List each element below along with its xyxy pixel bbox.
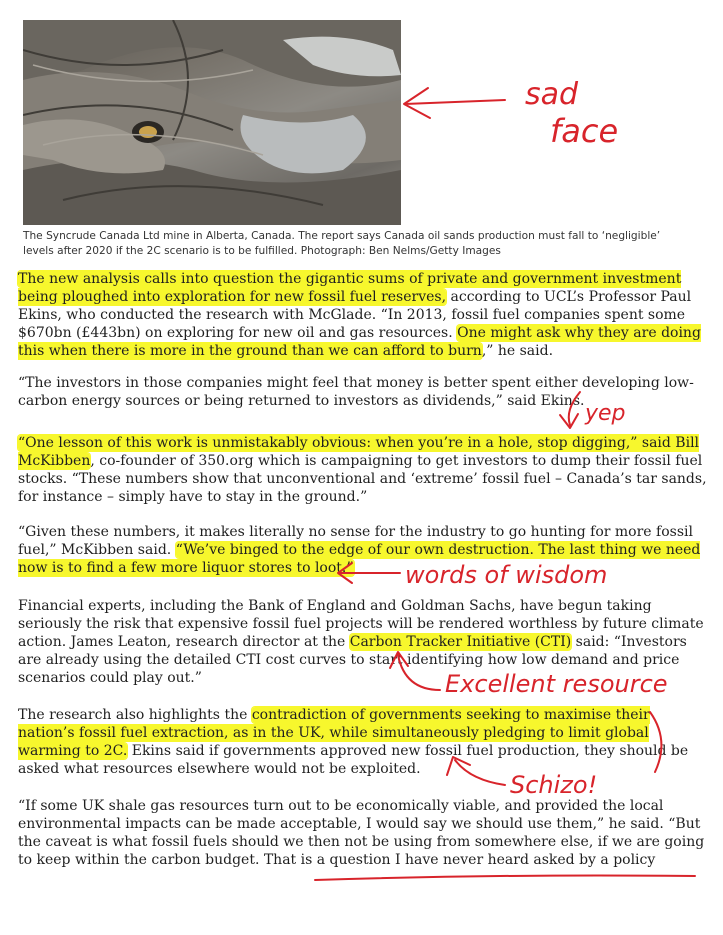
paragraph-1 [18, 270, 708, 360]
body-text: according to UCL’s Professor Paul Ekins, who conducted the research with McGlade. “In 2013, fossil fuel companies spent some $670bn (£443bn) on exploring for new oil and gas resources. [18, 289, 692, 341]
paragraph-3 [18, 434, 708, 506]
body-text: ,” he said. [481, 343, 554, 359]
paragraph-6 [18, 706, 708, 778]
highlighted-text: “One lesson of this work is unmistakably obvious: when you’re in a hole, stop digging,” said Bill McKibben [18, 435, 700, 469]
mine-photograph [23, 20, 401, 225]
underline-mark [315, 876, 695, 881]
mine-landscape-image [23, 20, 401, 225]
photo-caption: The Syncrude Canada Ltd mine in Alberta, Canada. The report says Canada oil sands production must fall to ‘negligible’ levels after 2020 if the 2C scenario is to be fulfilled. Photograph: Ben Nelms/Getty Images [23, 230, 661, 257]
annotation-words-of-wisdom: words of wisdom [405, 561, 608, 589]
annotation-sad: sad [525, 77, 579, 112]
paragraph-2 [18, 374, 708, 410]
annotation-yep: yep [585, 401, 626, 426]
paragraph-4 [18, 523, 708, 577]
arrow-to-photo [405, 100, 505, 104]
body-text: The research also highlights the [18, 707, 252, 723]
body-text: “The investors in those companies might feel that money is better spent either developing low-carbon energy sources or being returned to investors as dividends,” said Ekins. [18, 375, 694, 409]
arrow-head [560, 414, 578, 428]
highlighted-text: Carbon Tracker Initiative (CTI) [349, 634, 572, 650]
body-text: Financial experts, including the Bank of England and Goldman Sachs, have begun taking seriously the risk that expensive fossil fuel projects will be rendered worthless by future climate action. James Leaton, research director at the [18, 598, 704, 650]
paragraph-5 [18, 597, 708, 687]
annotation-face: face [550, 112, 619, 150]
body-text: , co-founder of 350.org which is campaigning to get investors to dump their fossil fuel stocks. “These numbers show that unconventional and ‘extreme’ fossil fuel – Canada’s tar sands, for instance – simply have to stay in the ground.” [18, 453, 707, 505]
body-text: “If some UK shale gas resources turn out to be economically viable, and provided the local environmental impacts can be made acceptable, I would say we should use them,” he said. “But the caveat is what fossil fuels should we then not be using from somewhere else, if we are going to keep within the carbon budget. That is a question I have never heard asked by a policy [18, 798, 705, 868]
body-text: Ekins said if governments approved new fossil fuel production, they should be asked what resources elsewhere would not be exploited. [18, 743, 689, 777]
highlighted-text: One might ask why they are doing this when there is more in the ground than we can afford to burn [18, 325, 701, 359]
body-text: “Given these numbers, it makes literally no sense for the industry to go hunting for more fossil fuel,” McKibben said. [18, 524, 693, 558]
arrow-head [404, 88, 430, 118]
annotation-schizo: Schizo! [510, 771, 598, 799]
annotation-excellent-resource: Excellent resource [445, 670, 668, 698]
highlighted-text: The new analysis calls into question the gigantic sums of private and government investment being ploughed into exploration for new fossil fuel reserves, [18, 271, 682, 305]
body-text: said: “Investors are already using the detailed CTI cost curves to start identifying how low demand and price scenarios could play out.” [18, 634, 687, 686]
paragraph-7 [18, 797, 708, 869]
highlighted-text: “We’ve binged to the edge of our own destruction. The last thing we need now is to find a few more liquor stores to loot.” [18, 542, 701, 576]
highlighted-text: contradiction of governments seeking to maximise their nation’s fossil fuel extraction, as in the UK, while simultaneously pledging to limit global warming to 2C. [18, 707, 650, 759]
